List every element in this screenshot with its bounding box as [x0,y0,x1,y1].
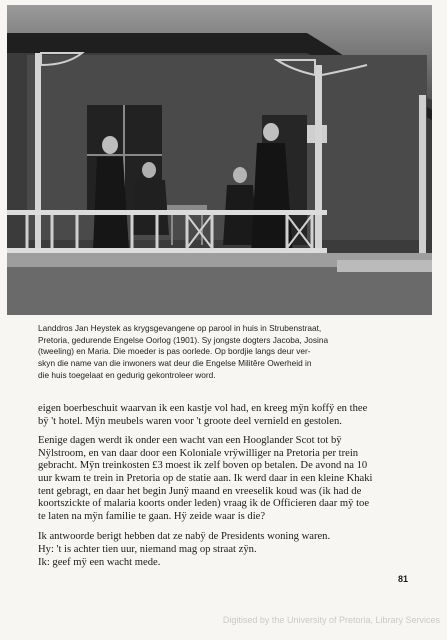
body-text [38,403,420,569]
caption-line: die huis toegelaat en gedurig gekontroleer word. [38,369,216,380]
text-line: tent gebragt, en daar het begin Junÿ maand en vreeselik koud was (ik had de [38,485,362,497]
caption-line: Pretoria, gedurende Engelse Oorlog (1901). Sy jongste dogters Jacoba, Josina [38,334,329,345]
paragraph-1 [38,403,420,428]
caption-line: Landdros Jan Heystek as krygsgevangene op parool in huis in Strubenstraat, [38,323,322,333]
text-line: gebracht. Mÿn treinkosten £3 moest ik zelf boven op betalen. De avond na 10 [38,460,368,472]
text-line: uur kwam te trein in Pretoria op de statie aan. Ik werd daar in een kleine Khaki [38,472,373,484]
paragraph-3 [38,531,420,569]
photo-caption [38,323,408,382]
text-line: Ik: geef mÿ een wacht mede. [38,556,161,568]
text-line: Eenige dagen werdt ik onder een wacht van een Hooglander Scot tot bÿ [38,435,342,447]
caption-line: skyn die name van die inwoners wat deur die Engelse Militêre Owerheid in [38,358,312,369]
text-line: Nÿlstroom, en van daar door een Koloniale vrÿwilliger na Pretoria per trein [38,447,359,459]
page-number: 81 [398,574,409,584]
historical-photo [7,5,432,315]
paragraph-2 [38,435,420,523]
text-line: Ik antwoorde berigt hebben dat ze nabÿ de Presidents woning waren. [38,531,331,543]
text-line: Hy: 't is achter tien uur, niemand mag op straat zÿn. [38,543,257,555]
text-line: eigen boerbeschuit waarvan ik een kastje vol had, en kreeg mÿn koffÿ en thee [38,403,368,414]
text-line: bÿ 't hotel. Mÿn meubels waren voor 't groote deel vernield en gestolen. [38,415,342,427]
caption-line: (tweeling) en Maria. Die moeder is pas oorlede. Op bordjie langs deur ver- [38,346,311,357]
text-line: koortszickte of malaria koorts onder leden) vraag ik de Officieren daar mÿ toe [38,498,370,510]
digitisation-footer: Digitised by the University of Pretoria, Library Services [222,615,440,625]
text-line: te laten na mÿn familie te gaan. Hÿ zeide waar is die? [38,510,266,522]
